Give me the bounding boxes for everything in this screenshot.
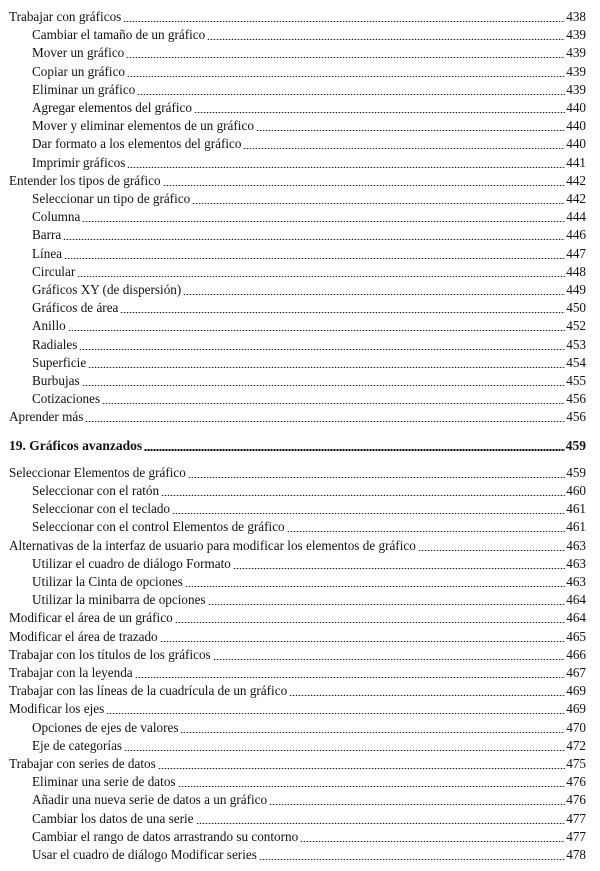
dot-leader: [106, 713, 565, 714]
dot-leader: [135, 677, 566, 678]
entry-title: Usar el cuadro de diálogo Modificar series: [32, 847, 257, 862]
entry-title: Utilizar la minibarra de opciones: [32, 592, 206, 608]
page-number: 449: [566, 282, 586, 297]
toc-section-entry: [9, 7, 586, 25]
dot-leader: [178, 786, 566, 787]
dot-leader: [160, 641, 566, 642]
page-number: 440: [566, 118, 586, 134]
dot-leader: [85, 421, 565, 422]
dot-leader: [300, 841, 565, 842]
toc-subsection-entry: [32, 62, 586, 80]
page-number: 440: [566, 100, 586, 115]
entry-title: Anillo: [32, 318, 66, 334]
toc-subsection-entry: [32, 80, 586, 98]
entry-title: Cambiar el rango de datos arrastrando su contorno: [32, 828, 299, 844]
dot-leader: [163, 185, 566, 186]
toc-subsection-entry: [32, 153, 586, 171]
page-number: 477: [566, 828, 586, 844]
toc-subsection-entry: [32, 316, 586, 334]
toc-subsection-entry: [32, 590, 586, 608]
dot-leader: [243, 148, 565, 149]
toc-subsection-entry: [32, 244, 586, 262]
dot-leader: [207, 39, 565, 40]
page-number: 461: [566, 519, 586, 535]
page-number: 472: [566, 737, 586, 753]
toc-subsection-entry: [32, 499, 586, 517]
toc-subsection-entry: [32, 371, 586, 389]
toc-section-entry: [9, 463, 586, 481]
dot-leader: [213, 659, 566, 660]
entry-title: Circular: [32, 263, 76, 279]
toc-section-entry: [9, 645, 586, 663]
page-number: 461: [566, 501, 586, 517]
entry-title: 19. Gráficos avanzados: [9, 437, 143, 453]
entry-title: Modificar el área de trazado: [9, 628, 158, 644]
toc-section-entry: [9, 171, 586, 189]
page-number: 475: [566, 756, 586, 771]
page-number: 439: [566, 27, 586, 43]
page-number: 464: [566, 592, 586, 608]
page-number: 476: [566, 774, 586, 790]
entry-title: Radiales: [32, 336, 78, 352]
entry-title: Seleccionar con el control Elementos de gráfico: [32, 519, 285, 535]
toc-subsection-entry: [32, 189, 586, 207]
toc-section-entry: [9, 536, 586, 554]
page-number: 447: [566, 245, 586, 261]
entry-title: Dar formato a los elementos del gráfico: [32, 136, 242, 152]
toc-subsection-entry: [32, 809, 586, 827]
entry-title: Burbujas: [32, 373, 80, 388]
dot-leader: [287, 531, 566, 532]
dot-leader: [124, 750, 565, 751]
page-number: 476: [566, 792, 586, 808]
entry-title: Trabajar con series de datos: [9, 756, 156, 771]
toc-subsection-entry: [32, 736, 586, 754]
dot-leader: [68, 330, 566, 331]
dot-leader: [233, 568, 565, 569]
dot-leader: [144, 449, 565, 451]
toc-section-entry: [9, 608, 586, 626]
page-number: 469: [566, 701, 586, 717]
toc-subsection-entry: [32, 572, 586, 590]
page-number: 463: [566, 574, 586, 589]
entry-title: Utilizar la Cinta de opciones: [32, 574, 183, 589]
dot-leader: [137, 94, 565, 95]
page-number: 470: [566, 719, 586, 735]
toc-subsection-entry: [32, 262, 586, 280]
page-number: 478: [566, 847, 586, 862]
dot-leader: [161, 495, 565, 496]
dot-leader: [126, 57, 565, 58]
page-number: 459: [566, 464, 586, 480]
page-number: 477: [566, 810, 586, 826]
dot-leader: [120, 312, 565, 313]
toc-subsection-entry: [32, 298, 586, 316]
page-number: 453: [566, 336, 586, 352]
page-number: 440: [566, 136, 586, 152]
page-number: 450: [566, 300, 586, 316]
dot-leader: [64, 258, 565, 259]
entry-title: Gráficos de área: [32, 300, 119, 316]
entry-title: Imprimir gráficos: [32, 154, 126, 170]
entry-title: Trabajar con gráficos: [9, 9, 122, 24]
toc-subsection-entry: [32, 134, 586, 152]
entry-title: Cotizaciones: [32, 391, 101, 407]
entry-title: Seleccionar con el ratón: [32, 483, 160, 498]
entry-title: Entender los tipos de gráfico: [9, 172, 161, 188]
dot-leader: [82, 221, 565, 222]
toc-subsection-entry: [32, 845, 586, 863]
toc-subsection-entry: [32, 718, 586, 736]
page-number: 456: [566, 391, 586, 407]
dot-leader: [63, 239, 565, 240]
entry-title: Superficie: [32, 354, 87, 370]
toc-subsection-entry: [32, 827, 586, 845]
page-number: 455: [566, 373, 586, 388]
page-number: 469: [566, 683, 586, 699]
entry-title: Seleccionar con el teclado: [32, 501, 171, 517]
toc-subsection-entry: [32, 207, 586, 225]
dot-leader: [172, 513, 565, 514]
toc-subsection-entry: [32, 772, 586, 790]
toc-subsection-entry: [32, 116, 586, 134]
entry-title: Alternativas de la interfaz de usuario para modificar los elementos de gráfico: [9, 537, 416, 553]
toc-section-entry: [9, 681, 586, 699]
entry-title: Barra: [32, 227, 62, 243]
page-number: 464: [566, 610, 586, 626]
toc-section-entry: [9, 663, 586, 681]
page-number: 456: [566, 409, 586, 425]
page-number: 466: [566, 646, 586, 662]
entry-title: Eliminar un gráfico: [32, 81, 136, 97]
dot-leader: [123, 21, 565, 22]
dot-leader: [82, 385, 566, 386]
page-number: 439: [566, 81, 586, 97]
toc-section-entry: [9, 699, 586, 717]
toc-subsection-entry: [32, 25, 586, 43]
dot-leader: [192, 203, 565, 204]
entry-title: Añadir una nueva serie de datos a un gráfico: [32, 792, 268, 808]
page-number: 442: [566, 191, 586, 206]
entry-title: Copiar un gráfico: [32, 63, 126, 79]
dot-leader: [208, 604, 566, 605]
page-number: 441: [566, 154, 586, 170]
dot-leader: [196, 823, 566, 824]
dot-leader: [127, 167, 565, 168]
dot-leader: [127, 76, 565, 77]
page-number: 439: [566, 63, 586, 79]
toc-section-entry: [9, 754, 586, 772]
dot-leader: [79, 349, 565, 350]
toc-subsection-entry: [32, 98, 586, 116]
page-number: 444: [566, 209, 586, 225]
entry-title: Columna: [32, 209, 81, 225]
page-number: 439: [566, 45, 586, 61]
entry-title: Aprender más: [9, 409, 84, 425]
entry-title: Eliminar una serie de datos: [32, 774, 176, 790]
entry-title: Mover y eliminar elementos de un gráfico: [32, 118, 254, 134]
page-number: 463: [566, 537, 586, 553]
page-number: 446: [566, 227, 586, 243]
entry-title: Opciones de ejes de valores: [32, 719, 179, 735]
page-number: 452: [566, 318, 586, 334]
toc-subsection-entry: [32, 790, 586, 808]
dot-leader: [102, 403, 565, 404]
toc-subsection-entry: [32, 554, 586, 572]
dot-leader: [158, 768, 565, 769]
page-number: 460: [566, 483, 586, 498]
toc-subsection-entry: [32, 280, 586, 298]
dot-leader: [188, 477, 565, 478]
entry-title: Trabajar con los títulos de los gráficos: [9, 646, 211, 662]
entry-title: Trabajar con la leyenda: [9, 665, 133, 680]
entry-title: Cambiar los datos de una serie: [32, 810, 194, 826]
page-number: 465: [566, 628, 586, 644]
page-number: 459: [565, 437, 586, 453]
toc-subsection-entry: [32, 481, 586, 499]
dot-leader: [259, 859, 565, 860]
dot-leader: [256, 130, 565, 131]
entry-title: Línea: [32, 245, 63, 261]
dot-leader: [289, 695, 565, 696]
page-number: 454: [566, 354, 586, 370]
page-number: 467: [566, 665, 586, 680]
entry-title: Seleccionar un tipo de gráfico: [32, 191, 191, 206]
chapter-heading: [9, 436, 586, 454]
dot-leader: [88, 367, 565, 368]
dot-leader: [185, 586, 565, 587]
entry-title: Agregar elementos del gráfico: [32, 100, 193, 115]
toc-section-entry: [9, 627, 586, 645]
toc-subsection-entry: [32, 389, 586, 407]
entry-title: Utilizar el cuadro de diálogo Formato: [32, 555, 231, 571]
page-number: 442: [566, 172, 586, 188]
page-number: 438: [566, 9, 586, 24]
page-number: 448: [566, 263, 586, 279]
toc-subsection-entry: [32, 517, 586, 535]
toc-subsection-entry: [32, 225, 586, 243]
dot-leader: [194, 112, 565, 113]
entry-title: Mover un gráfico: [32, 45, 125, 61]
toc-subsection-entry: [32, 43, 586, 61]
dot-leader: [77, 276, 565, 277]
page-number: 463: [566, 555, 586, 571]
entry-title: Trabajar con las líneas de la cuadrícula de un gráfico: [9, 683, 288, 699]
dot-leader: [418, 550, 565, 551]
entry-title: Cambiar el tamaño de un gráfico: [32, 27, 206, 43]
entry-title: Modificar los ejes: [9, 701, 105, 717]
toc-subsection-entry: [32, 353, 586, 371]
entry-title: Gráficos XY (de dispersión): [32, 282, 182, 297]
dot-leader: [180, 732, 565, 733]
toc-subsection-entry: [32, 335, 586, 353]
dot-leader: [269, 804, 565, 805]
dot-leader: [183, 294, 565, 295]
entry-title: Eje de categorías: [32, 737, 123, 753]
entry-title: Modificar el área de un gráfico: [9, 610, 173, 626]
dot-leader: [175, 622, 566, 623]
toc-section-entry: [9, 407, 586, 425]
entry-title: Seleccionar Elementos de gráfico: [9, 464, 186, 480]
